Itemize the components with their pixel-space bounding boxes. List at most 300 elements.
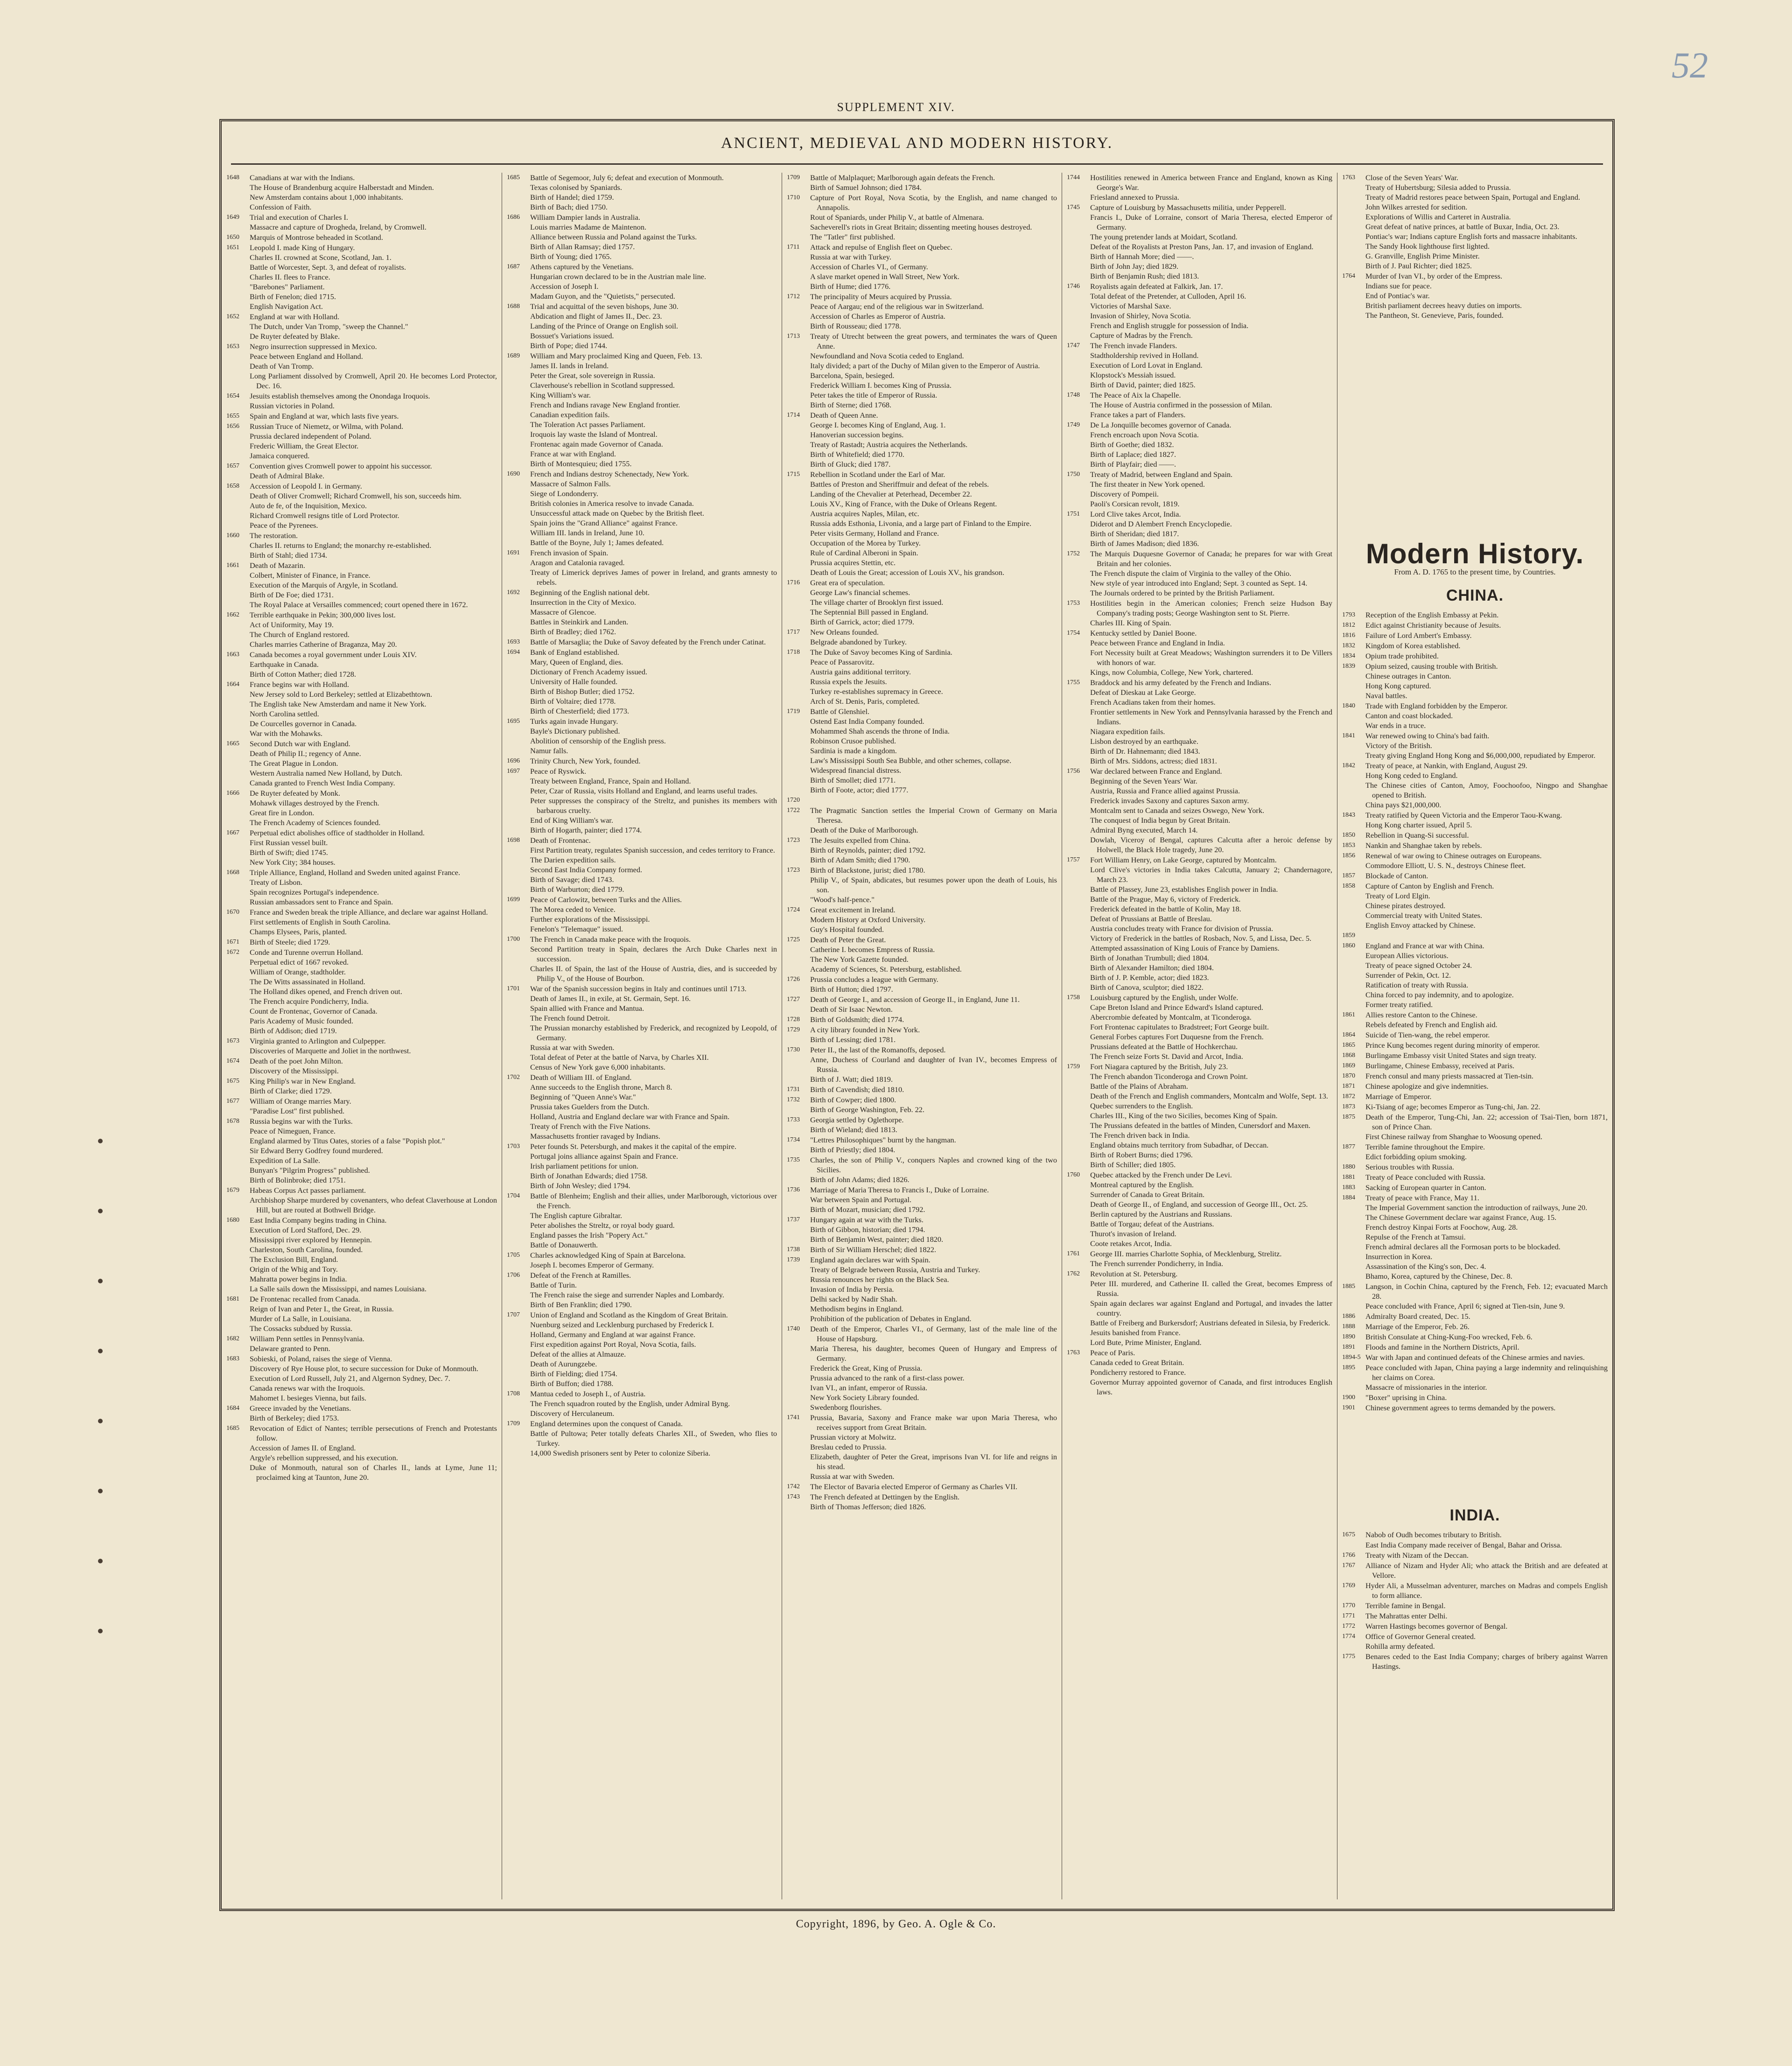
history-entry — [787, 1482, 1057, 1492]
event-text: Peace of Nimeguen, France. — [250, 1127, 336, 1135]
history-entry — [1067, 420, 1332, 469]
history-entry — [226, 232, 497, 242]
history-entry — [226, 212, 497, 232]
event-text: First Russian vessel built. — [250, 838, 328, 847]
event-text: Madam Guyon, and the "Quietists," persecuted. — [530, 292, 675, 301]
event-text: Russia at war with Sweden. — [810, 1472, 895, 1481]
entry-year: 1860 — [1342, 942, 1355, 949]
event-text: Birth of Montesquieu; died 1755. — [530, 459, 632, 468]
event-text: Treaty of peace signed October 24. — [1365, 961, 1472, 970]
event-text: Birth of Voltaire; died 1778. — [530, 697, 616, 706]
event-text: Rohilla army defeated. — [1365, 1642, 1435, 1651]
event-text: Marriage of Maria Theresa to Francis I., Duke of Lorraine. — [810, 1185, 989, 1194]
entry-events — [810, 865, 1057, 904]
entry-events — [1365, 881, 1608, 930]
event-text: Birth of Wieland; died 1813. — [810, 1125, 897, 1134]
event-text: Treaty of peace, at Nankin, with England, August 29. — [1365, 761, 1527, 770]
entry-year: 1875 — [1342, 1114, 1355, 1121]
event-text: Prince Kung becomes regent during minority of emperor. — [1365, 1041, 1540, 1050]
entry-year: 1870 — [1342, 1072, 1355, 1079]
event-text: Maria Theresa, his daughter, becomes Queen of Hungary and Empress of Germany. — [810, 1344, 1057, 1363]
event-text: France begins war with Holland. — [250, 680, 349, 689]
event-text: Earthquake in Canada. — [250, 660, 319, 669]
event-text: Trial and execution of Charles I. — [250, 213, 349, 222]
event-text: First Partition treaty, regulates Spanish succession, and cedes territory to France. — [530, 846, 775, 854]
entry-year: 1853 — [1342, 842, 1355, 849]
event-text: French and Indians destroy Schenectady, New York. — [530, 469, 689, 478]
history-entry — [1342, 1403, 1608, 1413]
event-text: Nabob of Oudh becomes tributary to British. — [1365, 1530, 1502, 1539]
history-entry — [1067, 766, 1332, 854]
entry-events — [810, 835, 1057, 865]
event-text: Marriage of Emperor. — [1365, 1092, 1432, 1101]
event-text: Canada becomes a royal government under Louis XIV. — [250, 650, 417, 659]
event-text: Birth of Adam Smith; died 1790. — [810, 855, 910, 864]
event-text: Fenelon's "Telemaque" issued. — [530, 924, 623, 933]
entry-year: 1716 — [787, 579, 800, 586]
event-text: East India Company begins trading in China. — [250, 1216, 387, 1225]
event-text: War with Japan and continued defeats of the Chinese armies and navies. — [1365, 1353, 1585, 1362]
event-text: Belgrade abandoned by Turkey. — [810, 637, 907, 646]
event-text: Blockade of Canton. — [1365, 871, 1428, 880]
event-text: Victory of the British. — [1365, 741, 1432, 750]
entry-year: 1710 — [787, 194, 800, 201]
event-text: Massacre of missionaries in the interior. — [1365, 1383, 1487, 1392]
event-text: Ostend East India Company founded. — [810, 717, 924, 726]
entry-year: 1752 — [1067, 550, 1080, 557]
entry-year: 1890 — [1342, 1333, 1355, 1340]
event-text: Anne succeeds to the English throne, March 8. — [530, 1083, 672, 1092]
event-text: Peter, Czar of Russia, visits Holland and England, and learns useful trades. — [530, 786, 758, 795]
entry-events — [1365, 271, 1608, 320]
entry-year: 1761 — [1067, 1250, 1080, 1257]
event-text: Birth of John Jay; died 1829. — [1090, 262, 1179, 271]
entry-year: 1739 — [787, 1256, 800, 1263]
history-entry — [787, 1413, 1057, 1481]
event-text: Bunyan's "Pilgrim Progress" published. — [250, 1166, 370, 1175]
event-text: Birth of Stahl; died 1734. — [250, 551, 327, 560]
entry-events — [1090, 390, 1332, 420]
event-text: The New York Gazette founded. — [810, 955, 909, 964]
event-text: Birth of J. Paul Richter; died 1825. — [1365, 261, 1472, 270]
entry-events — [810, 795, 1057, 805]
entry-events — [1365, 610, 1608, 620]
entry-events — [810, 1135, 1057, 1155]
event-text: Battle of Freiberg and Burkersdorf; Austrians defeated in Silesia, by Frederick. — [1090, 1318, 1330, 1327]
event-text: Montreal captured by the English. — [1090, 1180, 1194, 1189]
entry-year: 1674 — [226, 1058, 239, 1065]
event-text: Opium trade prohibited. — [1365, 651, 1439, 660]
event-text: Kentucky settled by Daniel Boone. — [1090, 629, 1197, 637]
entry-events — [1365, 620, 1608, 630]
history-entry — [787, 1155, 1057, 1184]
event-text: Prussia takes Guelders from the Dutch. — [530, 1102, 650, 1111]
history-entry — [1342, 1550, 1608, 1560]
event-text: Frontenac again made Governor of Canada. — [530, 440, 663, 448]
history-entry — [226, 1403, 497, 1423]
event-text: Arch of St. Denis, Paris, completed. — [810, 697, 920, 706]
history-entry — [1342, 1081, 1608, 1091]
history-entry — [1067, 628, 1332, 677]
entry-year: 1747 — [1067, 342, 1080, 349]
history-entry — [1067, 549, 1332, 598]
entry-year: 1681 — [226, 1296, 239, 1303]
event-text: First expedition against Port Royal, Nova Scotia, fails. — [530, 1340, 696, 1349]
history-entry — [226, 1096, 497, 1116]
entry-events — [810, 1085, 1057, 1094]
entry-year: 1877 — [1342, 1143, 1355, 1150]
entry-events — [1365, 941, 1608, 1009]
history-entry — [507, 262, 777, 301]
entry-year: 1715 — [787, 471, 800, 478]
event-text: Birth of Foote, actor; died 1777. — [810, 785, 909, 794]
event-text: England determines upon the conquest of Canada. — [530, 1419, 683, 1428]
entry-year: 1654 — [226, 392, 239, 399]
event-text: Rebellion in Scotland under the Earl of Mar. — [810, 470, 945, 479]
event-text: Leopold I. made King of Hungary. — [250, 243, 355, 252]
event-text: The French driven back in India. — [1090, 1131, 1190, 1140]
history-entry — [226, 679, 497, 738]
event-text: Birth of Robert Burns; died 1796. — [1090, 1150, 1193, 1159]
event-text: Count de Frontenac, Governor of Canada. — [250, 1007, 378, 1015]
history-entry — [226, 788, 497, 827]
entry-events — [1365, 651, 1608, 661]
event-text: France takes a part of Flanders. — [1090, 410, 1186, 419]
event-text: The Sandy Hook lighthouse first lighted. — [1365, 242, 1490, 251]
event-text: European Allies victorious. — [1365, 951, 1449, 960]
event-text: The Septennial Bill passed in England. — [810, 608, 929, 616]
history-entry — [1342, 1530, 1608, 1540]
entry-events — [250, 1036, 497, 1056]
entry-events — [810, 1155, 1057, 1184]
event-text: Treaty of Belgrade between Russia, Austria and Turkey. — [810, 1265, 980, 1274]
event-text: Birth of Swift; died 1745. — [250, 848, 328, 857]
event-text: Birth of Gluck; died 1787. — [810, 460, 891, 469]
entry-events — [250, 650, 497, 679]
entry-year: 1759 — [1067, 1063, 1080, 1070]
event-text: Surrender of Canada to Great Britain. — [1090, 1190, 1205, 1199]
event-text: French Acadians taken from their homes. — [1090, 698, 1216, 707]
event-text: Russia expels the Jesuits. — [810, 677, 887, 686]
entry-year: 1763 — [1067, 1349, 1080, 1356]
entry-year: 1661 — [226, 562, 239, 569]
event-text: The Marquis Duquesne Governor of Canada; he prepares for war with Great Britain and her colonies. — [1090, 549, 1332, 568]
event-text: Treaty ratified by Queen Victoria and the Emperor Taou-Kwang. — [1365, 811, 1562, 819]
event-text: Treaty giving England Hong Kong and $6,000,000, repudiated by Emperor. — [1365, 751, 1596, 760]
event-text: Capture of Canton by English and French. — [1365, 882, 1494, 890]
event-text: New York City; 384 houses. — [250, 858, 336, 867]
entry-events — [810, 1015, 1057, 1024]
history-entry — [1342, 1581, 1608, 1600]
event-text: Peter III. murdered, and Catherine II. called the Great, becomes Empress of Russia. — [1090, 1279, 1332, 1298]
entry-events — [1365, 1352, 1608, 1362]
entry-events — [1365, 1051, 1608, 1060]
event-text: Treaty of Madrid restores peace between Spain, Portugal and England. — [1365, 193, 1581, 202]
event-text: Birth of Handel; died 1759. — [530, 193, 614, 202]
event-text: Athens captured by the Venetians. — [530, 262, 634, 271]
entry-events — [1365, 1142, 1608, 1162]
event-text: First settlements of English in South Carolina. — [250, 917, 391, 926]
entry-events — [1090, 281, 1332, 340]
column-2 — [502, 173, 782, 1899]
entry-events — [530, 301, 777, 350]
event-text: Warren Hastings becomes governor of Bengal. — [1365, 1622, 1508, 1631]
event-text: Argyle's rebellion suppressed, and his execution. — [250, 1453, 398, 1462]
event-text: John Wilkes arrested for sedition. — [1365, 203, 1468, 211]
event-text: Peace of Carlowitz, between Turks and the Allies. — [530, 895, 682, 904]
history-entry — [1342, 610, 1608, 620]
modern-history-heading: Modern History. — [1365, 538, 1584, 569]
entry-year: 1842 — [1342, 762, 1355, 769]
entry-events — [810, 242, 1057, 291]
entry-year: 1880 — [1342, 1163, 1355, 1170]
history-entry — [1342, 830, 1608, 840]
entry-events — [810, 1045, 1057, 1084]
entry-year: 1730 — [787, 1046, 800, 1053]
event-text: The Church of England restored. — [250, 630, 350, 639]
entry-year: 1834 — [1342, 652, 1355, 659]
event-text: Battle of Donauwerth. — [530, 1240, 598, 1249]
entry-year: 1700 — [507, 936, 520, 943]
entry-year: 1691 — [507, 549, 520, 556]
event-text: Birth of Cowper; died 1800. — [810, 1095, 896, 1104]
entry-events — [1365, 871, 1608, 881]
event-text: Russia at war with Sweden. — [530, 1043, 615, 1052]
history-entry — [1342, 1632, 1608, 1651]
event-text: Office of Governor General created. — [1365, 1632, 1476, 1641]
history-entry — [787, 905, 1057, 934]
event-text: Reign of Ivan and Peter I., the Great, in Russia. — [250, 1304, 394, 1313]
history-entry — [226, 1116, 497, 1185]
event-text: Abolition of censorship of the English press. — [530, 736, 666, 745]
event-text: Mississippi river explored by Hennepin. — [250, 1235, 372, 1244]
event-text: Admiralty Board created, Dec. 15. — [1365, 1312, 1470, 1321]
event-text: Death of the French and English commanders, Montcalm and Wolfe, Sept. 13. — [1090, 1092, 1328, 1100]
entry-year: 1775 — [1342, 1653, 1355, 1660]
event-text: Death of Oliver Cromwell; Richard Cromwell, his son, succeeds him. — [250, 491, 462, 500]
event-text: Joseph I. becomes Emperor of Germany. — [530, 1261, 654, 1269]
history-entry — [507, 835, 777, 894]
entry-events — [810, 193, 1057, 242]
event-text: Swedenborg flourishes. — [810, 1403, 882, 1412]
entry-year: 1869 — [1342, 1062, 1355, 1069]
entry-year: 1649 — [226, 214, 239, 221]
event-text: Braddock and his army defeated by the French and Indians. — [1090, 678, 1271, 687]
history-entry — [787, 292, 1057, 331]
entry-year: 1718 — [787, 649, 800, 656]
entry-year: 1741 — [787, 1414, 800, 1421]
event-text: Birth of George Washington, Feb. 22. — [810, 1105, 924, 1114]
entry-events — [1090, 420, 1332, 469]
entry-events — [250, 411, 497, 421]
event-text: G. Granville, English Prime Minister. — [1365, 252, 1480, 260]
history-entry — [1067, 1249, 1332, 1268]
entry-year: 1723 — [787, 867, 800, 874]
event-text: Widespread financial distress. — [810, 766, 902, 775]
history-entry — [787, 1255, 1057, 1324]
entry-events — [1365, 1611, 1608, 1621]
history-entry — [1342, 1040, 1608, 1050]
entry-year: 1757 — [1067, 856, 1080, 863]
entry-year: 1656 — [226, 423, 239, 430]
entry-year: 1742 — [787, 1483, 800, 1490]
entry-year: 1660 — [226, 532, 239, 539]
history-entry — [507, 1072, 777, 1141]
event-text: Birth of Ben Franklin; died 1790. — [530, 1300, 632, 1309]
entry-year: 1774 — [1342, 1633, 1355, 1640]
event-text: Prussians defeated at the Battle of Hochkerchau. — [1090, 1042, 1238, 1051]
event-text: Lord Clive takes Arcot, India. — [1090, 510, 1181, 518]
history-entry — [1342, 173, 1608, 271]
entry-year: 1891 — [1342, 1344, 1355, 1351]
event-text: The Chinese Government declare war against France, Aug. 15. — [1365, 1213, 1557, 1222]
event-text: Second Partition treaty in Spain, declares the Arch Duke Charles next in succession. — [530, 945, 777, 963]
event-text: Russian victories in Poland. — [250, 401, 335, 410]
entry-events — [250, 1354, 497, 1403]
event-text: England at war with Holland. — [250, 312, 340, 321]
event-text: Peace between England and Holland. — [250, 352, 363, 361]
event-text: Diderot and D Alembert French Encyclopedie. — [1090, 519, 1232, 528]
event-text: Academy of Sciences, St. Petersburg, established. — [810, 965, 962, 973]
history-entry — [1342, 1342, 1608, 1352]
event-text: Lisbon destroyed by an earthquake. — [1090, 737, 1198, 746]
event-text: China pays $21,000,000. — [1365, 800, 1442, 809]
event-text: Klopstock's Messiah issued. — [1090, 371, 1176, 379]
event-text: Burlingame Embassy visit United States and sign treaty. — [1365, 1051, 1537, 1060]
event-text: Reception of the English Embassy at Pekin. — [1365, 610, 1499, 619]
event-text: Birth of Goldsmith; died 1774. — [810, 1015, 904, 1024]
history-entry — [507, 1191, 777, 1250]
event-text: Hanoverian succession begins. — [810, 430, 904, 439]
event-text: Bossuet's Variations issued. — [530, 331, 614, 340]
entry-year: 1664 — [226, 681, 239, 688]
entry-year: 1702 — [507, 1074, 520, 1081]
event-text: Charles II. crowned at Scone, Scotland, Jan. 1. — [250, 253, 392, 262]
event-text: The French in Canada make peace with the Iroquois. — [530, 935, 691, 944]
entry-events — [1365, 851, 1608, 870]
entry-year: 1861 — [1342, 1011, 1355, 1018]
entry-events — [810, 974, 1057, 994]
entry-year: 1886 — [1342, 1313, 1355, 1320]
entry-events — [810, 1492, 1057, 1512]
event-text: French encroach upon Nova Scotia. — [1090, 430, 1199, 439]
event-text: Trial and acquittal of the seven bishops, June 30. — [530, 302, 679, 311]
event-text: War between Spain and Portugal. — [810, 1195, 912, 1204]
entry-events — [1365, 931, 1608, 940]
entry-year: 1648 — [226, 174, 239, 181]
event-text: George III. marries Charlotte Sophia, of Mecklenburg, Strelitz. — [1090, 1249, 1282, 1258]
entry-events — [810, 1185, 1057, 1214]
event-text: Discovery of Pompeii. — [1090, 490, 1159, 498]
event-text: Birth of Lessing; died 1781. — [810, 1035, 896, 1044]
event-text: Paoli's Corsican revolt, 1819. — [1090, 499, 1180, 508]
entry-year: 1767 — [1342, 1562, 1355, 1569]
history-entry — [1342, 620, 1608, 630]
history-entry — [787, 835, 1057, 865]
event-text: Austria concludes treaty with France for division of Prussia. — [1090, 924, 1274, 933]
history-entry — [226, 173, 497, 212]
event-text: Death of Aurungzebe. — [530, 1359, 597, 1368]
entry-year: 1663 — [226, 651, 239, 658]
entry-events — [250, 907, 497, 937]
event-text: Beginning of "Queen Anne's War." — [530, 1093, 636, 1101]
event-text: The Peace of Aix la Chapelle. — [1090, 391, 1181, 399]
event-text: Treaty of Rastadt; Austria acquires the Netherlands. — [810, 440, 968, 449]
history-entry — [1067, 678, 1332, 766]
entry-year: 1763 — [1342, 174, 1355, 181]
entry-year: 1693 — [507, 638, 520, 645]
event-text: Failure of Lord Ambert's Embassy. — [1365, 631, 1472, 640]
entry-year: 1859 — [1342, 932, 1355, 939]
entry-year: 1704 — [507, 1192, 520, 1199]
event-text: Rebellion in Quang-Si successful. — [1365, 831, 1469, 840]
event-text: Colbert, Minister of Finance, in France. — [250, 571, 371, 580]
event-text: Peter abolishes the Streltz, or royal body guard. — [530, 1221, 675, 1230]
history-entry — [787, 935, 1057, 974]
event-text: Invasion of Shirley, Nova Scotia. — [1090, 311, 1191, 320]
event-text: Lord Bute, Prime Minister, England. — [1090, 1338, 1202, 1347]
entry-events — [1090, 628, 1332, 677]
entry-events — [1365, 1403, 1608, 1413]
entry-events — [530, 895, 777, 934]
event-text: Battle of Blenheim; English and their allies, under Marlborough, victorious over the French. — [530, 1191, 777, 1210]
event-text: Birth of Canova, sculptor; died 1822. — [1090, 983, 1204, 992]
event-text: Defeat of the allies at Almauze. — [530, 1350, 626, 1359]
event-text: Conde and Turenne overrun Holland. — [250, 948, 363, 957]
event-text: Battle of Malplaquet; Marlborough again defeats the French. — [810, 173, 995, 182]
event-text: Birth of Smollet; died 1771. — [810, 776, 896, 784]
event-text: Peter II., the last of the Romanoffs, deposed. — [810, 1045, 946, 1054]
event-text: Birth of Blackstone, jurist; died 1780. — [810, 866, 925, 875]
history-entry — [1342, 630, 1608, 640]
event-text: Italy divided; a part of the Duchy of Milan given to the Emperor of Austria. — [810, 361, 1040, 370]
history-entry — [507, 173, 777, 212]
entry-year: 1686 — [507, 214, 520, 221]
entry-year: 1731 — [787, 1086, 800, 1093]
event-text: Union of England and Scotland as the Kingdom of Great Britain. — [530, 1310, 728, 1319]
event-text: Niagara expedition fails. — [1090, 727, 1165, 736]
entry-events — [810, 1324, 1057, 1412]
event-text: Greece invaded by the Venetians. — [250, 1404, 351, 1413]
event-text: The young pretender lands at Moidart, Scotland. — [1090, 232, 1238, 241]
entry-year: 1843 — [1342, 812, 1355, 819]
entry-events — [530, 469, 777, 547]
event-text: The House of Brandenburg acquire Halberstadt and Minden. — [250, 183, 434, 192]
history-entry — [507, 756, 777, 766]
event-text: Birth of Rousseau; died 1778. — [810, 322, 901, 330]
event-text: Ki-Tsiang of age; becomes Emperor as Tung-chi, Jan. 22. — [1365, 1102, 1540, 1111]
event-text: Treaty of Lisbon. — [250, 878, 302, 887]
event-text: Death of Peter the Great. — [810, 935, 886, 944]
event-text: Aragon and Catalonia ravaged. — [530, 558, 625, 567]
entry-year — [1342, 1540, 1365, 1550]
event-text: Execution of the Marquis of Argyle, in Scotland. — [250, 581, 398, 589]
event-text: Treaty of Peace concluded with Russia. — [1365, 1173, 1486, 1182]
entry-events — [1090, 678, 1332, 766]
entry-events — [1090, 993, 1332, 1061]
entry-year: 1662 — [226, 611, 239, 618]
event-text: Further explorations of the Mississippi. — [530, 915, 650, 924]
event-text: Great defeat of native princes, at battle of Buxar, India, Oct. 23. — [1365, 222, 1560, 231]
entry-events — [250, 1096, 497, 1116]
history-entry — [1067, 281, 1332, 340]
history-entry — [226, 650, 497, 679]
event-text: Russia begins war with the Turks. — [250, 1117, 353, 1126]
event-text: War ends in a truce. — [1365, 721, 1426, 730]
event-text: Habeas Corpus Act passes parliament. — [250, 1186, 366, 1195]
history-entry — [226, 461, 497, 481]
event-text: The Darien expedition sails. — [530, 855, 616, 864]
